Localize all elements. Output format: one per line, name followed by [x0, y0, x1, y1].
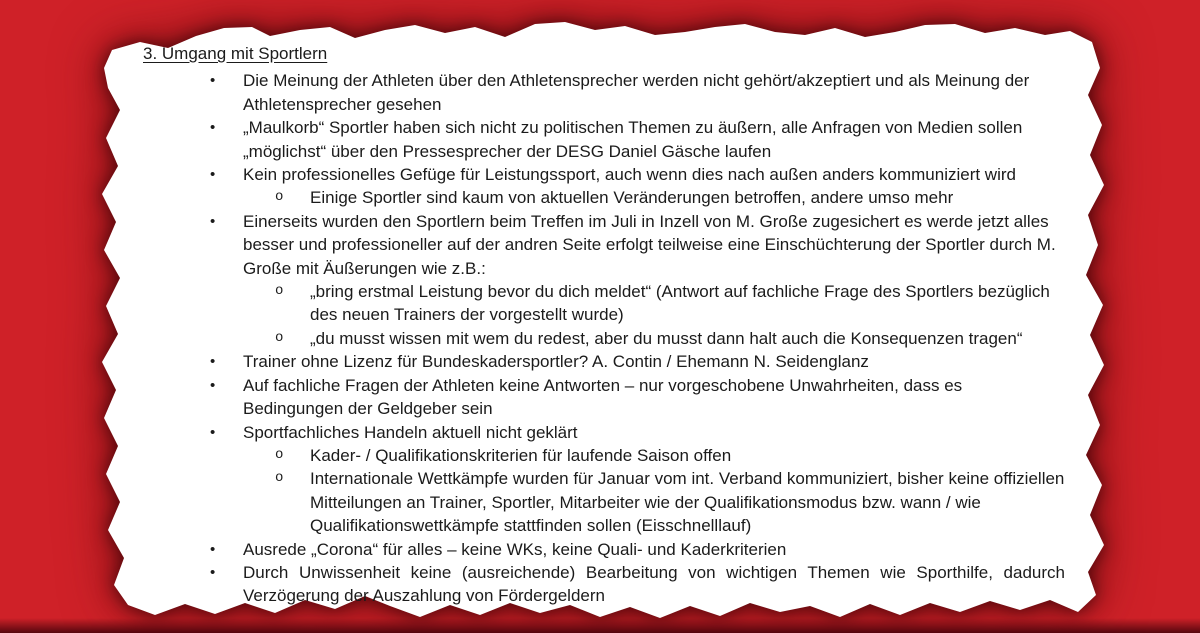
- list-item: [143, 163, 1065, 186]
- list-item: [143, 444, 1065, 467]
- bullet-icon: •: [210, 563, 216, 581]
- document-content: [143, 42, 1065, 608]
- list-item-text: Internationale Wettkämpfe wurden für Januar vom int. Verband kommuniziert, bisher keine offiziellen Mitteilungen an Trainer, Sportler, Mitarbeiter wie der Qualifikationsmodus bzw. wann / wie Qualifikationswettkämpfe stattfinden sollen (Eisschnelllauf): [310, 469, 1065, 536]
- list-item-text: „Maulkorb“ Sportler haben sich nicht zu politischen Themen zu äußern, alle Anfragen von Medien sollen „möglichst“ über den Pressesprecher der DESG Daniel Gäsche laufen: [243, 118, 1023, 161]
- bullet-icon: •: [210, 423, 216, 441]
- document-heading: 3. Umgang mit Sportlern: [143, 44, 328, 63]
- list-item-text: „bring erstmal Leistung bevor du dich meldet“ (Antwort auf fachliche Frage des Sportlers bezüglich des neuen Trainers der vorgestellt wurde): [310, 282, 1050, 325]
- circle-bullet-icon: o: [275, 470, 284, 487]
- list-item-text: Ausrede „Corona“ für alles – keine WKs, keine Quali- und Kaderkriterien: [243, 539, 787, 559]
- list-item-text: Einerseits wurden den Sportlern beim Treffen im Juli in Inzell von M. Große zugesichert es werde jetzt alles besser und professioneller auf der andren Seite erfolgt teilweise eine Einschüchterung der Sportler durch M. Große mit Äußerungen wie z.B.:: [243, 211, 1056, 278]
- list-item-text: Trainer ohne Lizenz für Bundeskadersportler? A. Contin / Ehemann N. Seidenglanz: [243, 352, 869, 372]
- circle-bullet-icon: o: [275, 283, 284, 300]
- list-item: [143, 421, 1065, 444]
- bullet-icon: •: [210, 119, 216, 137]
- list-item: [143, 350, 1065, 373]
- list-item: [143, 538, 1065, 561]
- list-item: [143, 210, 1065, 280]
- circle-bullet-icon: o: [275, 329, 284, 346]
- list-item-text: „du musst wissen mit wem du redest, aber du musst dann halt auch die Konsequenzen tragen“: [310, 328, 1023, 348]
- bullet-list: [143, 69, 1065, 607]
- bullet-icon: •: [210, 72, 216, 90]
- bullet-icon: •: [210, 353, 216, 371]
- list-item: [143, 467, 1065, 537]
- list-item: [143, 116, 1065, 163]
- list-item-text: Die Meinung der Athleten über den Athletensprecher werden nicht gehört/akzeptiert und als Meinung der Athletensprecher gesehen: [243, 71, 1030, 114]
- list-item-text: Sportfachliches Handeln aktuell nicht geklärt: [243, 422, 578, 442]
- circle-bullet-icon: o: [275, 189, 284, 206]
- circle-bullet-icon: o: [275, 446, 284, 463]
- list-item-text: Auf fachliche Fragen der Athleten keine Antworten – nur vorgeschobene Unwahrheiten, dass es Bedingungen der Geldgeber sein: [243, 375, 963, 419]
- list-item-text: Kader- / Qualifikationskriterien für laufende Saison offen: [310, 445, 732, 465]
- list-item-text: Kein professionelles Gefüge für Leistungssport, auch wenn dies nach außen anders kommuniziert wird: [243, 165, 1016, 185]
- list-item: [143, 374, 1065, 421]
- list-item-text: Einige Sportler sind kaum von aktuellen Veränderungen betroffen, andere umso mehr: [310, 188, 954, 208]
- list-item: [143, 561, 1065, 608]
- bullet-icon: •: [210, 166, 216, 184]
- bullet-icon: •: [210, 376, 216, 394]
- list-item-text: Durch Unwissenheit keine (ausreichende) Bearbeitung von wichtigen Themen wie Sporthilfe, dadurch Verzögerung der Auszahlung von Fördergeldern: [243, 562, 1065, 606]
- bullet-icon: •: [210, 212, 216, 230]
- list-item: [143, 186, 1065, 209]
- list-item: [143, 327, 1065, 350]
- list-item: [143, 280, 1065, 327]
- list-item: [143, 69, 1065, 116]
- bullet-icon: •: [210, 540, 216, 558]
